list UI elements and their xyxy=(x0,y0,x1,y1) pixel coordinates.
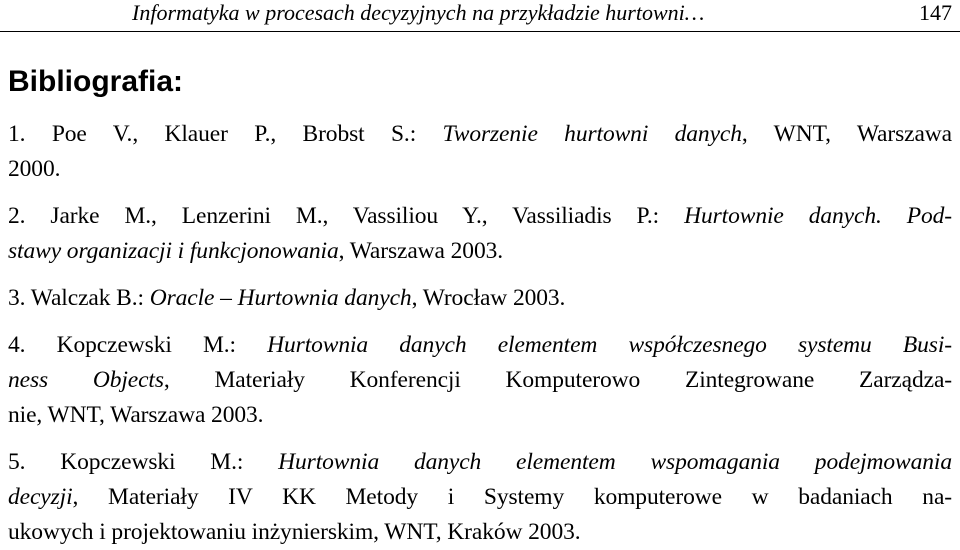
entry-line: nie, WNT, Warszawa 2003. xyxy=(8,402,264,428)
entry-authors: Poe V., Klauer P., Brobst S.: xyxy=(51,121,443,147)
bibliography-list xyxy=(8,117,952,550)
entry-publication: , Wrocław 2003. xyxy=(411,285,566,311)
entry-number: 2. xyxy=(8,203,51,229)
entry-line xyxy=(8,234,952,269)
entry-line xyxy=(8,117,952,152)
running-header xyxy=(132,0,952,30)
entry-title: ness Objects xyxy=(8,367,164,393)
page-number: 147 xyxy=(919,0,952,25)
section-heading: Bibliografia: xyxy=(8,65,184,98)
bibliography-entry-5 xyxy=(8,445,952,550)
entry-authors: Walczak B.: xyxy=(30,285,150,311)
entry-title: Hurtownia danych elementem współczesnego systemu Busi- xyxy=(267,332,952,358)
entry-line: ukowych i projektowaniu inżynierskim, WNT, Kraków 2003. xyxy=(8,519,581,545)
entry-line: 2000. xyxy=(8,156,61,182)
bibliography-entry-1 xyxy=(8,117,952,187)
entry-authors: Jarke M., Lenzerini M., Vassiliou Y., Vassiliadis P.: xyxy=(50,203,685,229)
entry-line xyxy=(8,328,952,363)
entry-publication: , Warszawa 2003. xyxy=(338,238,504,264)
bibliography-entry-4 xyxy=(8,328,952,433)
entry-title: stawy organizacji i funkcjonowania xyxy=(8,238,339,264)
entry-line xyxy=(8,199,952,234)
entry-publication: , WNT, Warszawa xyxy=(741,121,952,147)
entry-title: decyzji xyxy=(8,484,73,510)
entry-publication: , Materiały Konferencji Komputerowo Zintegrowane Zarządza- xyxy=(163,367,953,393)
entry-authors: Kopczewski M.: xyxy=(56,332,268,358)
entry-title: Oracle – Hurtownia danych xyxy=(149,285,412,311)
entry-number: 5. xyxy=(8,449,61,475)
entry-line xyxy=(8,281,952,316)
entry-title: Tworzenie hurtowni danych xyxy=(442,121,742,147)
entry-number: 3. xyxy=(8,285,31,311)
entry-title: Hurtownia danych elementem wspomagania podejmowania xyxy=(278,449,952,475)
entry-line xyxy=(8,363,952,398)
entry-authors: Kopczewski M.: xyxy=(60,449,279,475)
running-title: Informatyka w procesach decyzyjnych na przykładzie hurtowni… xyxy=(132,0,705,25)
entry-number: 4. xyxy=(8,332,57,358)
entry-title: Hurtownie danych. Pod- xyxy=(684,203,952,229)
entry-line xyxy=(8,445,952,480)
bibliography-entry-2 xyxy=(8,199,952,269)
entry-line xyxy=(8,480,952,515)
header-rule xyxy=(0,31,960,32)
entry-number: 1. xyxy=(8,121,52,147)
bibliography-entry-3 xyxy=(8,281,952,316)
entry-publication: , Materiały IV KK Metody i Systemy komputerowe w badaniach na- xyxy=(72,484,952,510)
